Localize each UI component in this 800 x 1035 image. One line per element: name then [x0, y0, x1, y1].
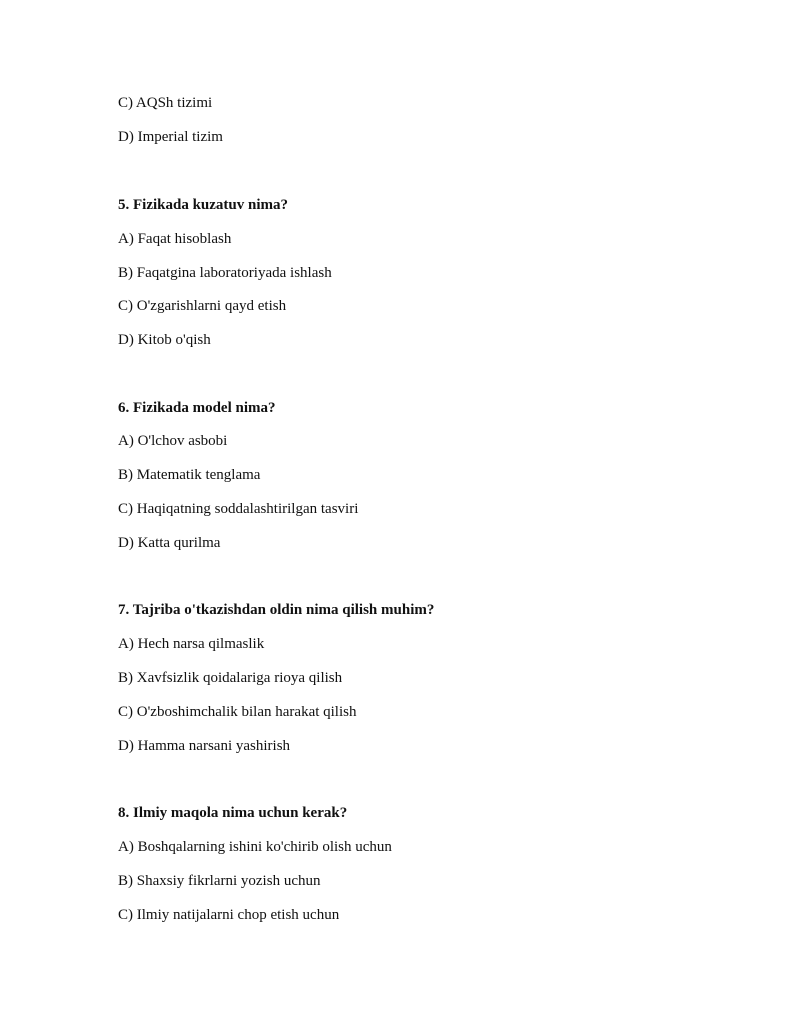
option-b-q6: B) Matematik tenglama	[118, 467, 261, 483]
option-d-q5: D) Kitob o'qish	[118, 332, 211, 348]
option-a-q8: A) Boshqalarning ishini ko'chirib olish uchun	[118, 839, 392, 855]
option-c-q6: C) Haqiqatning soddalashtirilgan tasviri	[118, 501, 359, 517]
question-8: 8. Ilmiy maqola nima uchun kerak?	[118, 805, 348, 821]
option-d-q7: D) Hamma narsani yashirish	[118, 738, 291, 754]
option-a-q6: A) O'lchov asbobi	[118, 433, 228, 449]
option-b-q7: B) Xavfsizlik qoidalariga rioya qilish	[118, 670, 343, 686]
option-d-q4: D) Imperial tizim	[118, 129, 223, 145]
option-a-q5: A) Faqat hisoblash	[118, 231, 232, 247]
option-a-q7: A) Hech narsa qilmaslik	[118, 636, 265, 652]
question-6: 6. Fizikada model nima?	[118, 400, 276, 416]
option-c-q5: C) O'zgarishlarni qayd etish	[118, 298, 287, 314]
option-b-q5: B) Faqatgina laboratoriyada ishlash	[118, 265, 332, 281]
option-c-q8: C) Ilmiy natijalarni chop etish uchun	[118, 907, 340, 923]
option-c-q7: C) O'zboshimchalik bilan harakat qilish	[118, 704, 357, 720]
question-5: 5. Fizikada kuzatuv nima?	[118, 197, 289, 213]
question-7: 7. Tajriba o'tkazishdan oldin nima qilish muhim?	[118, 602, 435, 618]
option-c-q4: C) AQSh tizimi	[118, 95, 213, 111]
option-d-q6: D) Katta qurilma	[118, 535, 221, 551]
option-b-q8: B) Shaxsiy fikrlarni yozish uchun	[118, 873, 321, 889]
